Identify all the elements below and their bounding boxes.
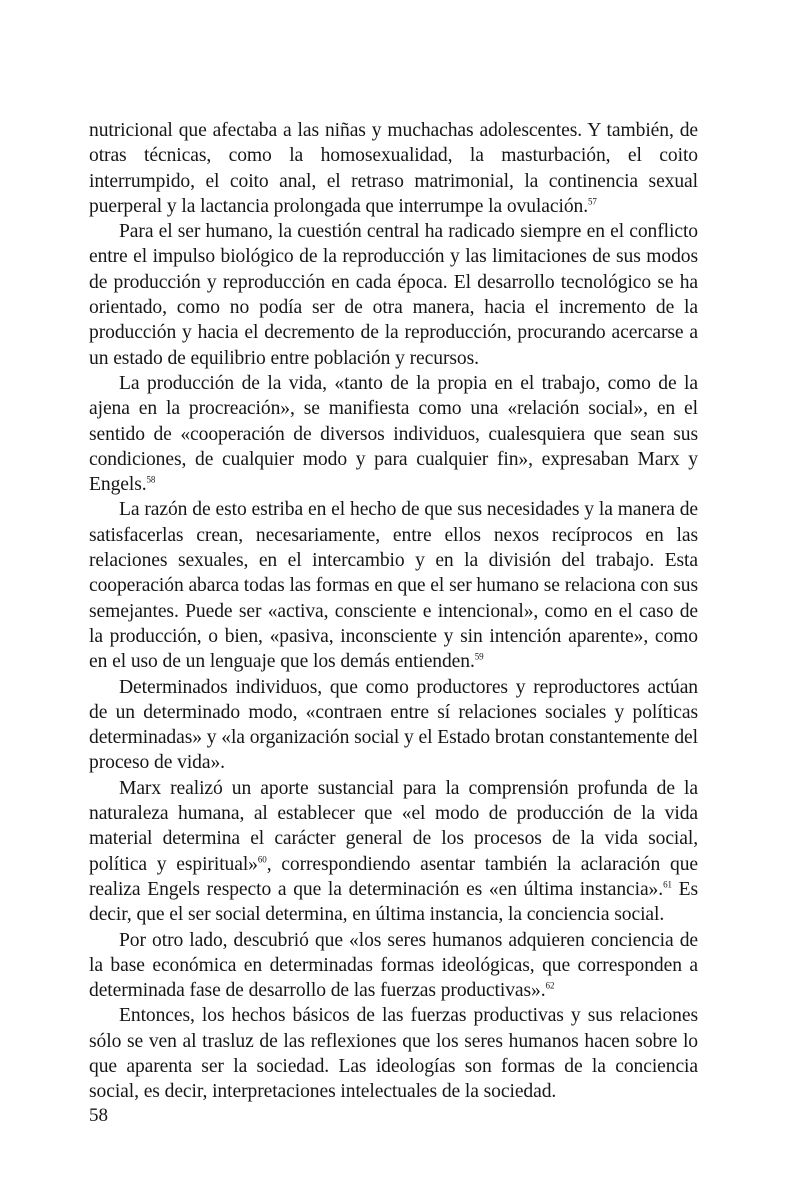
footnote-ref: 60 <box>257 854 267 865</box>
paragraph-8 <box>89 1003 698 1104</box>
paragraph-6 <box>89 776 698 928</box>
paragraph-4 <box>89 497 698 674</box>
paragraph-text-tail: Es decir, que el ser social determina, en última instancia, la conciencia social. <box>89 878 698 926</box>
paragraph-2 <box>89 219 698 371</box>
paragraph-text: nutricional que afectaba a las niñas y muchachas adolescentes. Y también, de otras técnicas, como la homosexualidad, la masturbación, el coito interrumpido, el coito anal, el retraso matrimonial, la continencia sexual puerperal y la lactancia prolongada que interrumpe la ovulación. <box>89 120 698 217</box>
paragraph-3 <box>89 371 698 497</box>
paragraph-text: La producción de la vida, «tanto de la propia en el trabajo, como de la ajena en la procreación», se manifiesta como una «relación social», en el sentido de «cooperación de diversos individuos, cualesquiera que sean sus condiciones, de cualquier modo y para cualquier fin», expresaban Marx y Engels. <box>89 372 698 496</box>
footnote-ref: 59 <box>474 651 484 662</box>
paragraph-1 <box>89 118 698 219</box>
paragraph-text: Entonces, los hechos básicos de las fuerzas productivas y sus relaciones sólo se ven al trasluz de las reflexiones que los seres humanos hacen sobre lo que aparenta ser la sociedad. Las ideologías son formas de la conciencia social, es decir, interpretaciones intelectuales de la sociedad. <box>89 1005 698 1103</box>
footnote-ref: 57 <box>588 196 597 207</box>
footnote-ref: 62 <box>545 980 555 991</box>
paragraph-text: La razón de esto estriba en el hecho de que sus necesidades y la manera de satisfacerlas crean, necesariamente, entre ellos nexos recíprocos en las relaciones sexuales, en el intercambio y en la división del trabajo. Esta cooperación abarca todas las formas en que el ser humano se relaciona con sus semejantes. Puede ser «activa, consciente e intencional», como en el caso de la producción, o bien, «pasiva, inconsciente y sin intención aparente», como en el uso de un lenguaje que los demás entienden. <box>89 499 698 673</box>
page-body <box>89 118 698 1105</box>
paragraph-text: Determinados individuos, que como productores y reproductores actúan de un determinado modo, «contraen entre sí relaciones sociales y políticas determinadas» y «la organización social y el Estado brotan constantemente del proceso de vida». <box>89 676 698 774</box>
footnote-ref: 61 <box>663 879 672 890</box>
footnote-ref: 58 <box>146 474 156 485</box>
paragraph-text: Marx realizó un aporte sustancial para la comprensión profunda de la naturaleza humana, al establecer que «el modo de producción de la vida material determina el carácter general de los procesos de la vida social, política y espiritual» <box>89 777 698 875</box>
paragraph-7 <box>89 928 698 1004</box>
paragraph-text: Para el ser humano, la cuestión central ha radicado siempre en el conflicto entre el impulso biológico de la reproducción y las limitaciones de sus modos de producción y reproducción en cada época. El desarrollo tecnológico se ha orientado, como no podía ser de otra manera, hacia el incremento de la producción y hacia el decremento de la reproducción, procurando acercarse a un estado de equilibrio entre población y recursos. <box>89 221 698 369</box>
paragraph-5 <box>89 675 698 776</box>
paragraph-text-tail: , correspondiendo asentar también la aclaración que realiza Engels respecto a que la determinación es «en última instancia». <box>89 853 698 900</box>
page-number: 58 <box>89 1105 108 1126</box>
paragraph-text: Por otro lado, descubrió que «los seres humanos adquieren conciencia de la base económica en determinadas formas ideológicas, que corresponden a determinada fase de desarrollo de las fuerzas productivas». <box>89 929 698 1002</box>
